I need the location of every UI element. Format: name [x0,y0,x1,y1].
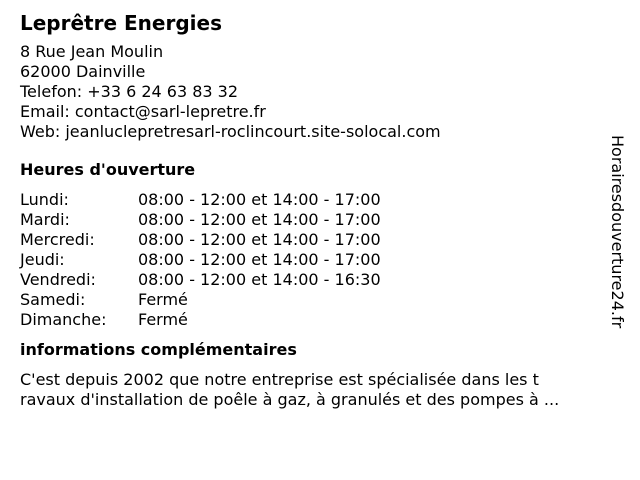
hours-row-monday [20,190,610,210]
opening-hours-title: Heures d'ouverture [20,160,196,179]
day-hours: 08:00 - 12:00 et 14:00 - 16:30 [138,270,381,289]
day-label: Dimanche: [20,310,107,329]
day-label: Jeudi: [20,250,65,269]
hours-row-thursday [20,250,610,270]
day-label: Mardi: [20,210,70,229]
description-line-1: C'est depuis 2002 que notre entreprise est spécialisée dans les t [20,370,539,389]
address-line-1: 8 Rue Jean Moulin [20,42,164,61]
day-hours: 08:00 - 12:00 et 14:00 - 17:00 [138,210,381,229]
hours-row-saturday [20,290,610,310]
day-hours: Fermé [138,310,188,329]
description [20,370,610,410]
hours-row-tuesday [20,210,610,230]
day-label: Mercredi: [20,230,95,249]
additional-info-title: informations complémentaires [20,340,297,359]
hours-row-wednesday [20,230,610,250]
day-hours: 08:00 - 12:00 et 14:00 - 17:00 [138,250,381,269]
description-line-2: ravaux d'installation de poêle à gaz, à granulés et des pompes à ... [20,390,560,409]
hours-row-friday [20,270,610,290]
day-label: Vendredi: [20,270,96,289]
day-hours: 08:00 - 12:00 et 14:00 - 17:00 [138,230,381,249]
watermark-text: Horairesdouverture24.fr [608,135,627,329]
web-line: Web: jeanluclepretresarl-roclincourt.site-solocal.com [20,122,441,141]
day-hours: 08:00 - 12:00 et 14:00 - 17:00 [138,190,381,209]
hours-row-sunday [20,310,610,330]
day-label: Samedi: [20,290,86,309]
day-label: Lundi: [20,190,69,209]
address-line-2: 62000 Dainville [20,62,146,81]
phone-line: Telefon: +33 6 24 63 83 32 [20,82,239,101]
business-name: Leprêtre Energies [20,11,222,35]
business-card [20,10,610,410]
email-line: Email: contact@sarl-lepretre.fr [20,102,266,121]
day-hours: Fermé [138,290,188,309]
